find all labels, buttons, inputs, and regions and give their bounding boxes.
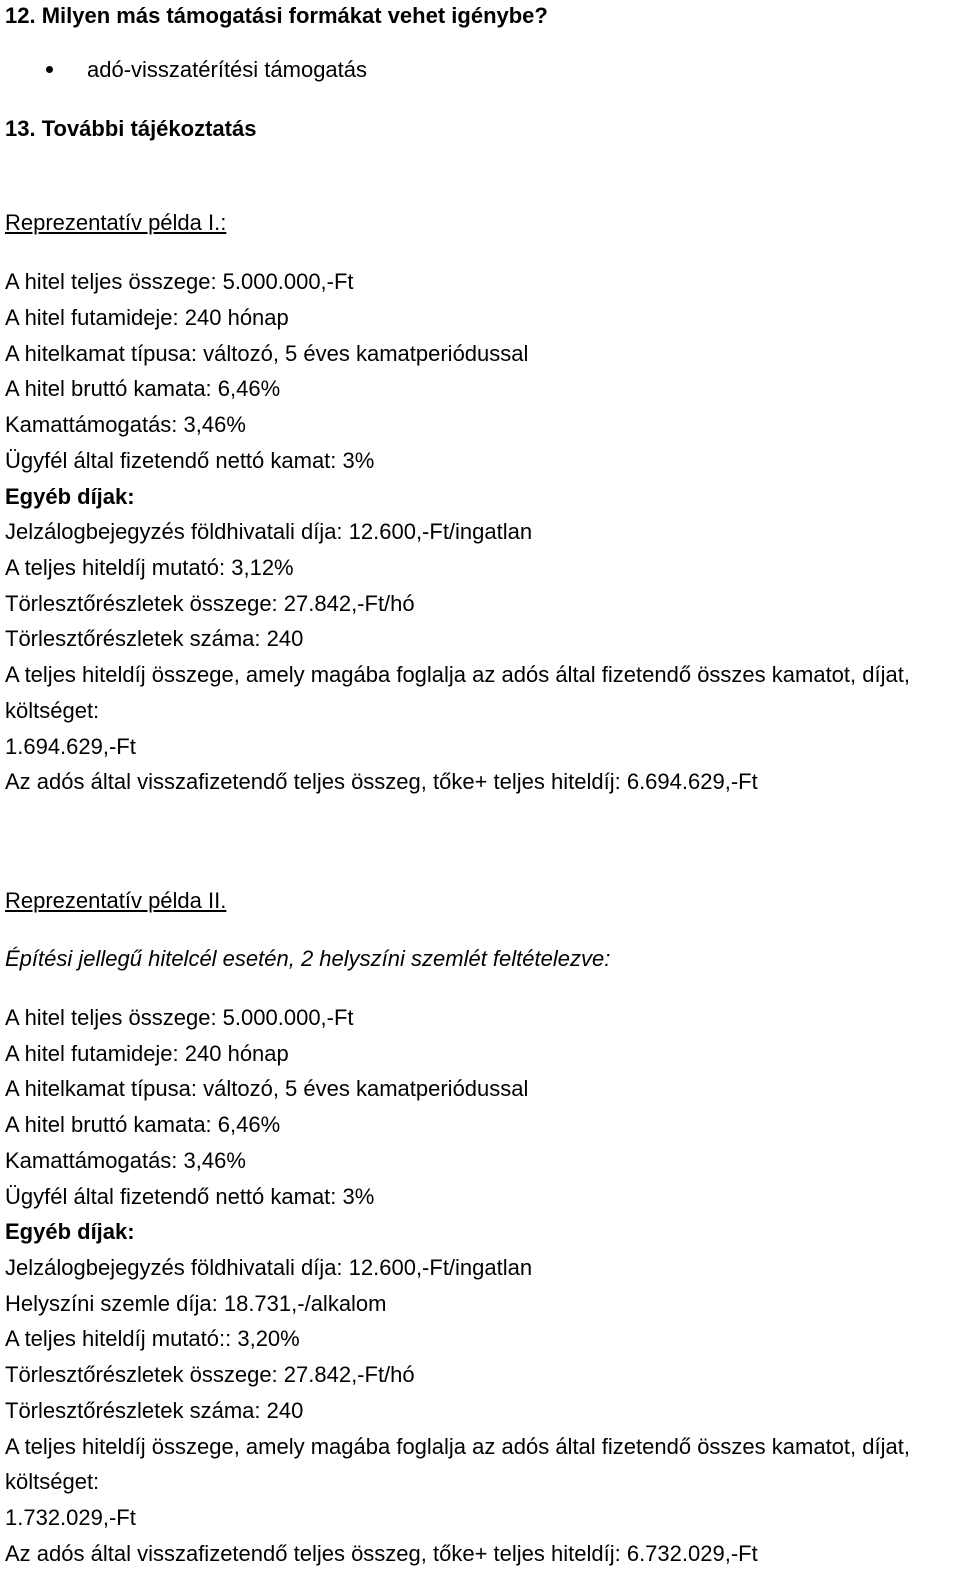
- bullet-item: adó-visszatérítési támogatás: [87, 57, 368, 82]
- example-1-line: A hitel bruttó kamata: 6,46%: [5, 376, 281, 401]
- example-2-fee-line: költséget:: [5, 1469, 100, 1494]
- example-1-line: A hitel futamideje: 240 hónap: [5, 305, 289, 330]
- section-13-heading: 13. További tájékoztatás: [5, 116, 257, 141]
- example-2-line: A hitel bruttó kamata: 6,46%: [5, 1112, 281, 1137]
- example-1-fees-heading: Egyéb díjak:: [5, 484, 135, 509]
- example-2-fee-line: 1.732.029,-Ft: [5, 1505, 136, 1530]
- example-2-subtitle: Építési jellegű hitelcél esetén, 2 helyszíni szemlét feltételezve:: [5, 946, 611, 971]
- example-2-fee-line: A teljes hiteldíj összege, amely magába foglalja az adós által fizetendő összes kamatot, díjat,: [5, 1434, 910, 1459]
- example-1-fee-line: költséget:: [5, 698, 100, 723]
- example-2-line: A hitel teljes összege: 5.000.000,-Ft: [5, 1005, 354, 1030]
- example-2-line: A hitelkamat típusa: változó, 5 éves kamatperiódussal: [5, 1076, 529, 1101]
- example-1-fee-line: Törlesztőrészletek száma: 240: [5, 626, 304, 651]
- example-2-line: Ügyfél által fizetendő nettó kamat: 3%: [5, 1184, 375, 1209]
- example-1-fee-line: Az adós által visszafizetendő teljes összeg, tőke+ teljes hiteldíj: 6.694.629,-Ft: [5, 769, 758, 794]
- example-1-fee-line: A teljes hiteldíj mutató: 3,12%: [5, 555, 294, 580]
- example-1-line: Ügyfél által fizetendő nettó kamat: 3%: [5, 448, 375, 473]
- example-2-line: Kamattámogatás: 3,46%: [5, 1148, 246, 1173]
- example-2-fees-heading: Egyéb díjak:: [5, 1219, 135, 1244]
- section-12-heading: 12. Milyen más támogatási formákat vehet igénybe?: [5, 3, 548, 28]
- example-2-line: A hitel futamideje: 240 hónap: [5, 1041, 289, 1066]
- example-2-fee-line: Helyszíni szemle díja: 18.731,-/alkalom: [5, 1291, 387, 1316]
- example-1-line: Kamattámogatás: 3,46%: [5, 412, 246, 437]
- example-2-title: Reprezentatív példa II.: [5, 888, 227, 913]
- example-1-fee-line: A teljes hiteldíj összege, amely magába foglalja az adós által fizetendő összes kamatot, díjat,: [5, 662, 910, 687]
- example-1-line: A hitel teljes összege: 5.000.000,-Ft: [5, 269, 354, 294]
- bullet-icon: [46, 66, 53, 73]
- example-2-fee-line: Az adós által visszafizetendő teljes összeg, tőke+ teljes hiteldíj: 6.732.029,-Ft: [5, 1541, 758, 1566]
- example-1-fee-line: Jelzálogbejegyzés földhivatali díja: 12.600,-Ft/ingatlan: [5, 519, 533, 544]
- example-1-fee-line: Törlesztőrészletek összege: 27.842,-Ft/hó: [5, 591, 415, 616]
- example-1-title: Reprezentatív példa I.:: [5, 210, 227, 235]
- example-1-fee-line: 1.694.629,-Ft: [5, 734, 136, 759]
- example-2-fee-line: Törlesztőrészletek száma: 240: [5, 1398, 304, 1423]
- example-2-fee-line: A teljes hiteldíj mutató:: 3,20%: [5, 1326, 300, 1351]
- example-2-fee-line: Jelzálogbejegyzés földhivatali díja: 12.600,-Ft/ingatlan: [5, 1255, 533, 1280]
- example-2-fee-line: Törlesztőrészletek összege: 27.842,-Ft/hó: [5, 1362, 415, 1387]
- example-1-line: A hitelkamat típusa: változó, 5 éves kamatperiódussal: [5, 341, 529, 366]
